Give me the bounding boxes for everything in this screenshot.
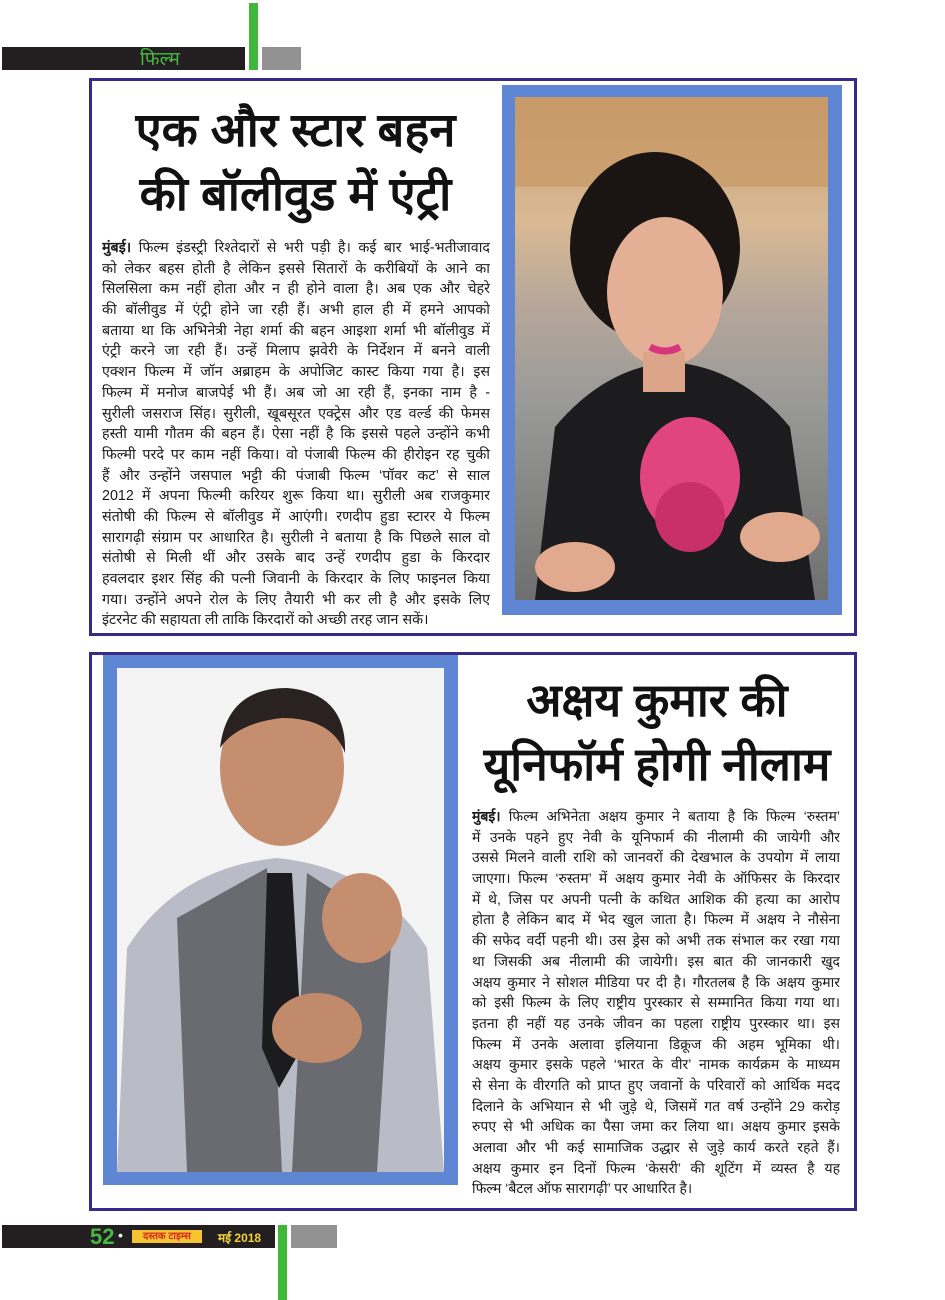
- body-line: संतोषी से मिली थीं और उसके बाद उन्हें रणदीप हुडा के किरदार: [102, 550, 490, 567]
- body-line: अक्षय कुमार ने सोशल मीडिया पर दी है। गौरतलब है कि अक्षय कुमार: [472, 973, 840, 990]
- header-green-accent: [249, 3, 258, 70]
- body-line-text: फिल्म इंडस्ट्री रिश्तेदारों से भरी पड़ी है। कई बार भाई-भतीजावाद: [131, 240, 490, 256]
- body-line: अक्षय कुमार इन दिनों फिल्म ‘केसरी’ की शूटिंग में व्यस्त है यह: [472, 1159, 840, 1176]
- body-line: एंट्री करने जा रही हैं। उन्हें मिलाप झवेरी के निर्देशन में बनने वाली: [102, 343, 490, 360]
- dateline: मुंबई।: [102, 240, 132, 256]
- body-line: होता है लेकिन बाद में भेद खुल जाता है। फिल्म में अक्षय ने नौसेना: [472, 911, 840, 928]
- body-line: गया। उन्होंने अपने रोल के लिए तैयारी भी कर ली है और इसके लिए: [102, 591, 490, 608]
- article1-title: [98, 98, 493, 226]
- article1-body: [102, 238, 490, 631]
- article2-body: [472, 806, 840, 1199]
- body-line: को इसी फिल्म के लिए राष्ट्रीय पुरस्कार से सम्मानित किया गया था।: [472, 994, 840, 1011]
- body-line: एक्शन फिल्म में जॉन अब्राहम के अपोजिट कास्ट किया गया है। इस: [102, 364, 490, 381]
- footer-green-accent: [278, 1225, 287, 1300]
- body-line: की बॉलीवुड में एंट्री होने जा रही हैं। अभी हाल ही में हमने आपको: [102, 302, 490, 319]
- body-line: 2012 में अपना फिल्मी करियर शुरू किया था। सुरीली अब राजकुमार: [102, 488, 490, 505]
- body-line: फिल्मी परदे पर काम नहीं किया। वो पंजाबी फिल्म की हीरोइन रह चुकी: [102, 446, 490, 463]
- page-number: 52: [90, 1224, 115, 1249]
- body-line: [102, 238, 490, 259]
- actress-photo: [515, 97, 828, 600]
- body-line: फिल्म में मनोज बाजपेई भी हैं। अब जो आ रही हैं, इनका नाम है -: [102, 384, 490, 401]
- body-line: था जिसकी अब नीलामी की जायेगी। इस बात की जानकारी खुद: [472, 952, 840, 969]
- body-line: फिल्म में उनके अलावा इलियाना डिक्रूज की अहम भूमिका थी।: [472, 1035, 840, 1052]
- body-line: सारागढ़ी संग्राम पर आधारित है। सुरीली ने बताया है कि पिछले साल वो: [102, 529, 490, 546]
- akshay-kumar-photo: [117, 668, 444, 1172]
- title-line: एक और स्टार बहन: [135, 103, 456, 156]
- magazine-logo: दस्तक टाइम्स: [132, 1230, 202, 1243]
- title-line: की बॉलीवुड में एंट्री: [139, 167, 452, 220]
- body-line: अक्षय कुमार इसके पहले ‘भारत के वीर’ नामक कार्यक्रम के माध्यम: [472, 1056, 840, 1073]
- section-label: फिल्म: [140, 49, 180, 70]
- body-line: सिलसिला कम नहीं होता और न ही होने वाला है। अब एक और चेहरे: [102, 281, 490, 298]
- body-line: उससे मिलने वाली राशि को जानवरों की देखभाल के उपयोग में लाया: [472, 849, 840, 866]
- footer-bullet: •: [118, 1227, 123, 1243]
- issue-date: मई 2018: [218, 1231, 262, 1245]
- body-line: इतना ही नहीं यह उनके जीवन का पहला राष्ट्रीय पुरस्कार था। इस: [472, 1014, 840, 1031]
- body-line: हस्ती यामी गौतम की बहन हैं। ऐसा नहीं है कि इससे पहले उन्होंने कभी: [102, 426, 490, 443]
- dateline: मुंबई।: [472, 808, 501, 824]
- body-line: [472, 806, 840, 827]
- title-line: यूनिफॉर्म होगी नीलाम: [483, 738, 831, 790]
- body-line: बताया था कि अभिनेत्री नेहा शर्मा की बहन आइशा शर्मा भी बॉलीवुड में: [102, 322, 490, 339]
- body-line: संतोषी की फिल्म से बॉलीवुड में आएंगी। रणदीप हुडा स्टारर ये फिल्म: [102, 508, 490, 525]
- title-line: अक्षय कुमार की: [526, 674, 788, 726]
- body-line: फिल्म ‘बैटल ऑफ सारागढ़ी’ पर आधारित है।: [472, 1180, 693, 1197]
- body-line: हैं और उन्होंने जसपाल भट्टी की पंजाबी फिल्म ‘पॉवर कट’ से साल: [102, 467, 490, 484]
- article2-title: [462, 668, 852, 796]
- body-line: में उनके पहने हुए नेवी के यूनिफार्म की नीलामी की जायेगी और: [472, 828, 840, 845]
- body-line: रुपए से भी अधिक का पैसा जमा कर लिया था। अक्षय कुमार इसके: [472, 1118, 840, 1135]
- header-gray-block: [262, 47, 301, 70]
- body-line: से सेना के वीरगति को प्राप्त हुए जवानों के परिवारों को आर्थिक मदद: [472, 1076, 840, 1093]
- body-line: में थे, जिस पर अपनी पत्नी के कथित आशिक की हत्या का आरोप: [472, 890, 840, 907]
- body-line: की सफेद वर्दी पहनी थी। उस ड्रेस को अभी तक संभाल कर रखा गया: [472, 932, 840, 949]
- body-line: सुरीली जसराज सिंह। सुरीली, खूबसूरत एक्ट्रेस और एड वर्ल्ड की फेमस: [102, 405, 490, 422]
- body-line: अलावा और भी कई सामाजिक उद्धार से जुड़े कार्य करते रहते हैं।: [472, 1139, 840, 1155]
- body-line: को लेकर बहस होती है लेकिन इससे सितारों के करीबियों के आने का: [102, 260, 490, 277]
- body-line-text: फिल्म अभिनेता अक्षय कुमार ने बताया है कि फिल्म ‘रुस्तम’: [500, 808, 840, 824]
- body-line: इंटरनेट की सहायता ली ताकि किरदारों को अच्छी तरह जान सकें।: [102, 612, 429, 629]
- body-line: दिलाने के अभियान से भी जुड़े थे, जिसमें गत वर्ष उन्होंने 29 करोड़: [472, 1097, 840, 1114]
- footer-gray-block: [291, 1225, 337, 1248]
- section-header-bar: [2, 47, 245, 70]
- body-line: हवलदार इशर सिंह की पत्नी जिवानी के किरदार के लिए फाइनल किया: [102, 571, 490, 587]
- body-line: जाएगा। फिल्म ‘रुस्तम’ में अक्षय कुमार नेवी के ऑफिसर के किरदार: [472, 870, 840, 887]
